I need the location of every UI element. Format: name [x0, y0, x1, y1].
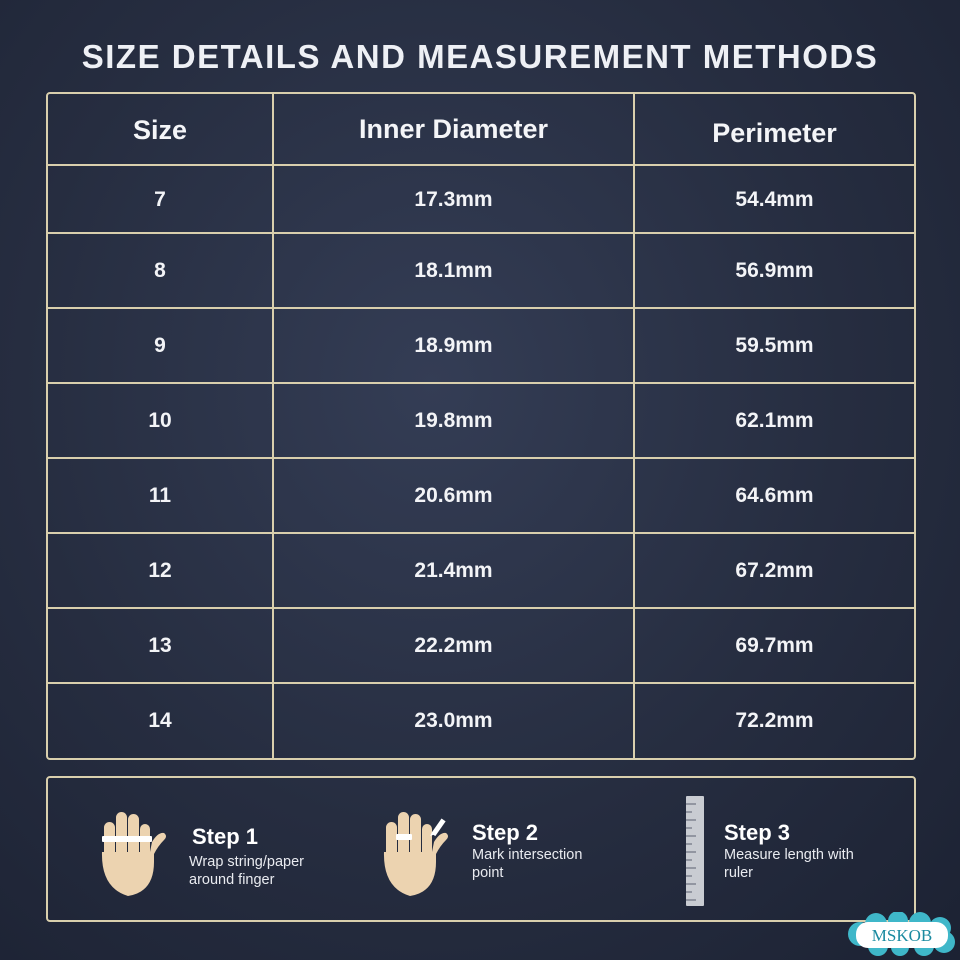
cell-size: 10 [48, 384, 274, 457]
cell-inner-diameter: 19.8mm [274, 384, 635, 457]
cell-perimeter: 59.5mm [735, 333, 814, 357]
table-row [48, 534, 914, 607]
step-title: Step 2 [472, 820, 539, 845]
cell-size: 12 [48, 534, 274, 607]
table-header-row [48, 94, 914, 166]
hand-wrap-icon [88, 800, 168, 900]
header-inner-diameter: Inner Diameter [274, 94, 635, 166]
brand-watermark [848, 912, 956, 956]
step-description-line: Mark intersection [472, 847, 583, 863]
step-description [189, 853, 349, 889]
cell-perimeter: 72.2mm [735, 709, 814, 732]
step-title: Step 3 [724, 820, 791, 845]
step-description [472, 846, 632, 882]
size-table [46, 92, 916, 760]
cell-size: 7 [48, 166, 274, 233]
step-3 [648, 778, 914, 920]
page-title: SIZE DETAILS AND MEASUREMENT METHODS [81, 38, 879, 75]
cell-inner-diameter: 22.2mm [274, 609, 635, 682]
hand-mark-icon [370, 800, 460, 900]
table-row [48, 166, 914, 233]
cell-size: 9 [48, 309, 274, 382]
cell-size: 11 [48, 459, 274, 532]
cell-inner-diameter: 18.9mm [274, 309, 635, 382]
cell-inner-diameter: 17.3mm [274, 166, 635, 233]
measurement-steps-panel [46, 776, 916, 922]
table-row [48, 459, 914, 532]
cell-size: 13 [48, 609, 274, 682]
ruler-icon [684, 796, 706, 906]
cell-size: 8 [48, 234, 274, 307]
header-perimeter: Perimeter [712, 117, 837, 148]
cell-perimeter: 64.6mm [735, 483, 814, 507]
step-description-line: Wrap string/paper [189, 854, 304, 870]
cell-size: 14 [48, 684, 274, 758]
table-row [48, 384, 914, 457]
table-row [48, 234, 914, 307]
step-description-line: Measure length with [724, 847, 854, 863]
cell-inner-diameter: 23.0mm [274, 684, 635, 758]
cell-inner-diameter: 18.1mm [274, 234, 635, 307]
step-1 [48, 778, 348, 920]
table-row [48, 684, 914, 758]
header-size: Size [48, 94, 274, 166]
cell-perimeter: 54.4mm [735, 187, 814, 211]
cell-perimeter: 56.9mm [735, 258, 814, 282]
cell-inner-diameter: 20.6mm [274, 459, 635, 532]
cell-perimeter: 62.1mm [735, 408, 814, 432]
step-description [724, 846, 894, 882]
table-row [48, 609, 914, 682]
step-2 [348, 778, 648, 920]
cell-inner-diameter: 21.4mm [274, 534, 635, 607]
watermark-text: MSKOB [871, 926, 933, 945]
step-description-line: point [472, 865, 504, 881]
step-description-line: around finger [189, 872, 275, 888]
cell-perimeter: 67.2mm [735, 558, 814, 582]
cell-perimeter: 69.7mm [735, 633, 814, 657]
step-description-line: ruler [724, 865, 754, 881]
step-title: Step 1 [192, 824, 259, 849]
table-row [48, 309, 914, 382]
